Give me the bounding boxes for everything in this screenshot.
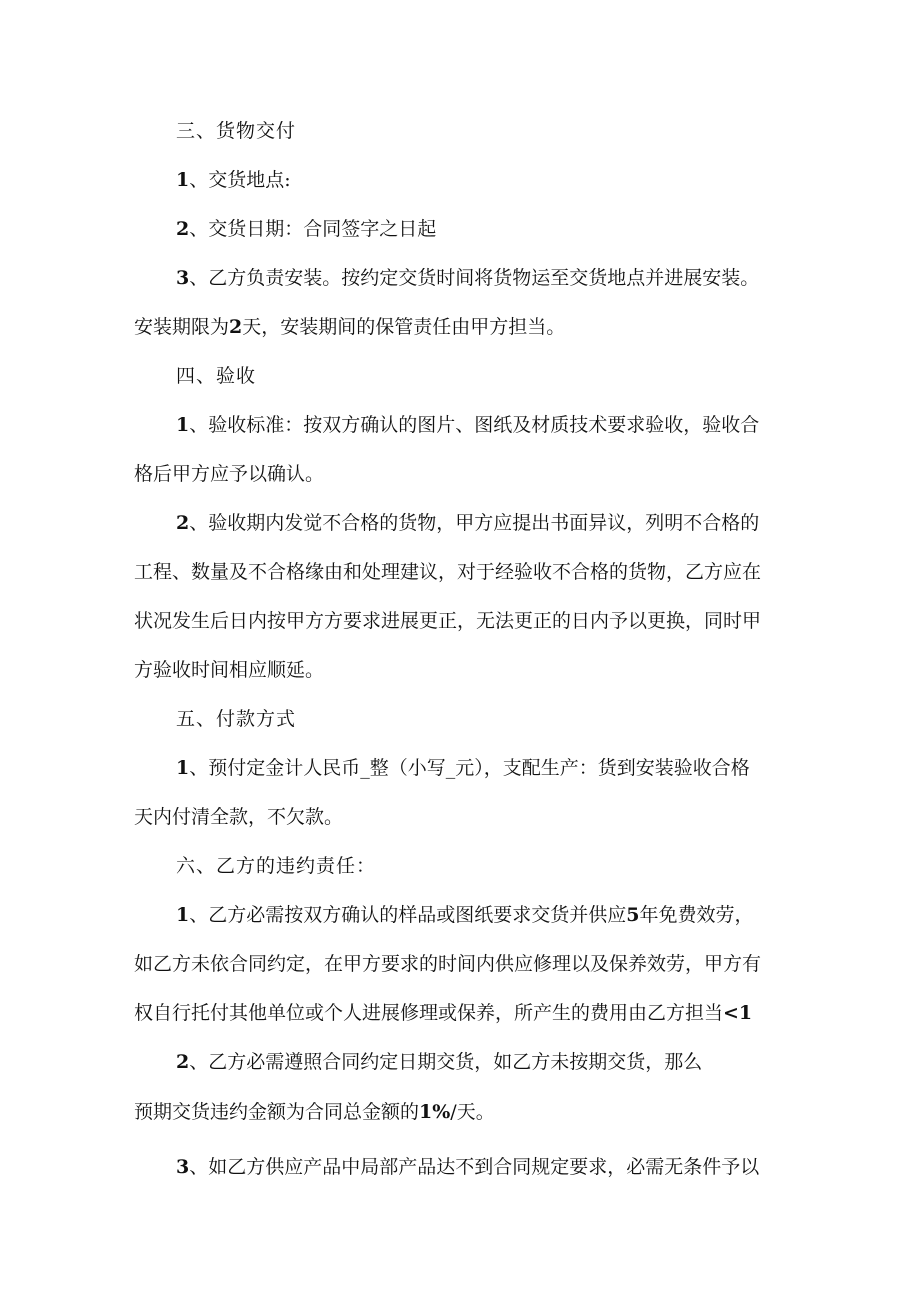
clause-delivery-date xyxy=(176,216,436,242)
clause-installation-cont xyxy=(134,314,565,340)
section-heading-payment: 五、付款方式 xyxy=(176,708,297,730)
clause-number: 2 xyxy=(176,512,190,534)
warranty-years: 5 xyxy=(626,904,640,926)
clause-number: 3 xyxy=(176,267,190,289)
clause-number: 2 xyxy=(176,1051,190,1073)
clause-text: 、预付定金计人民币_整（小写_元），支配生产：货到安装验收合格 xyxy=(189,757,750,779)
clause-liability-late-delivery-cont xyxy=(134,1099,495,1125)
clause-text: 、乙方必需遵照合同约定日期交货，如乙方未按期交货，那么 xyxy=(189,1051,703,1073)
clause-text: 、交货日期：合同签字之日起 xyxy=(189,218,437,240)
clause-text: 、交货地点: xyxy=(189,169,291,191)
clause-text: 、验收标准：按双方确认的图片、图纸及材质技术要求验收，验收合 xyxy=(189,414,760,436)
clause-installation xyxy=(176,265,759,291)
clause-acceptance-defects-cont-1: 工程、数量及不合格缘由和处理建议，对于经验收不合格的货物，乙方应在 xyxy=(134,561,762,583)
clause-number: 3 xyxy=(176,1156,190,1178)
text-part: /天。 xyxy=(450,1101,495,1123)
text-part: 安装期限为 xyxy=(134,316,230,338)
section-heading-liability: 六、乙方的违约责任： xyxy=(176,855,377,877)
text-part: 天，安装期间的保管责任由甲方担当。 xyxy=(242,316,566,338)
clause-acceptance-standard-cont: 格后甲方应予以确认。 xyxy=(134,463,325,485)
text-part: 权自行托付其他单位或个人进展修理或保养，所产生的费用由乙方担当 xyxy=(134,1002,724,1024)
clause-liability-warranty-cont-1: 如乙方未依合同约定，在甲方要求的时间内供应修理以及保养效劳，甲方有 xyxy=(134,953,762,975)
clause-acceptance-defects xyxy=(176,510,759,536)
text-part: 年免费效劳， xyxy=(639,904,754,926)
clause-number: 2 xyxy=(176,218,190,240)
text-part: 、乙方必需按双方确认的样品或图纸要求交货并供应 xyxy=(189,904,627,926)
clause-text: 、乙方负责安装。按约定交货时间将货物运至交货地点并进展安装。 xyxy=(189,267,760,289)
clause-number: 1 xyxy=(176,757,190,779)
clause-payment-deposit xyxy=(176,755,750,781)
clause-number: 1 xyxy=(176,169,190,191)
text-part: 预期交货违约金额为合同总金额的 xyxy=(134,1101,420,1123)
penalty-rate: 1% xyxy=(419,1101,451,1123)
clause-liability-warranty-cont-2 xyxy=(134,1000,752,1026)
clause-acceptance-standard xyxy=(176,412,759,438)
clause-acceptance-defects-cont-2: 状况发生后日内按甲方方要求进展更正，无法更正的日内予以更换，同时甲 xyxy=(134,610,762,632)
section-heading-acceptance: 四、验收 xyxy=(176,365,257,387)
clause-acceptance-defects-cont-3: 方验收时间相应顺延。 xyxy=(134,659,325,681)
installation-days: 2 xyxy=(229,316,243,338)
clause-number: 1 xyxy=(176,904,190,926)
clause-liability-warranty xyxy=(176,902,754,928)
clause-text: 、如乙方供应产品中局部产品达不到合同规定要求，必需无条件予以 xyxy=(189,1156,760,1178)
clause-number: 1 xyxy=(176,414,190,436)
section-heading-delivery: 三、货物交付 xyxy=(176,120,297,142)
clause-liability-nonconforming xyxy=(176,1154,759,1180)
clause-delivery-place xyxy=(176,167,291,193)
text-fragment: <1 xyxy=(723,1002,753,1024)
clause-payment-deposit-cont: 天内付清全款，不欠款。 xyxy=(134,806,344,828)
clause-text: 、验收期内发觉不合格的货物，甲方应提出书面异议，列明不合格的 xyxy=(189,512,760,534)
clause-liability-late-delivery xyxy=(176,1049,702,1075)
